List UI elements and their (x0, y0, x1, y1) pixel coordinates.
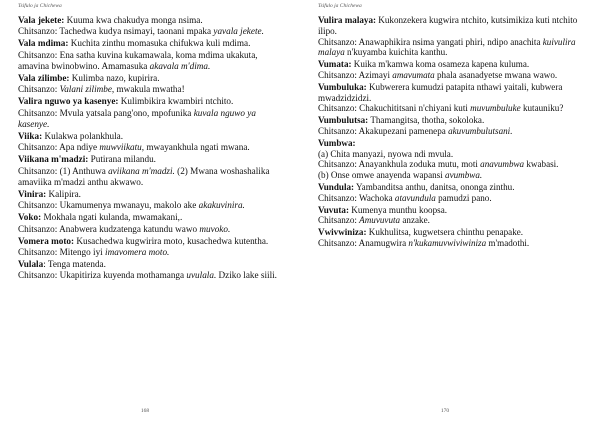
left-page (0, 0, 290, 424)
dictionary-entry: Vumbuluka: Kubwerera kumudzi patapita nthawi yaitali, kubwera mwadzidzidzi. Chitsanzo: Chakuchititsani n'chiyani kuti muvumbuluke kutauniku? (318, 81, 564, 114)
page-number-left: 168 (140, 408, 150, 414)
dictionary-entry: Vala zilimbe: Kulimba nazo, kupirira. Chitsanzo: Valani zilimbe, mwakula mwatha! (18, 73, 185, 95)
dictionary-entry: Valira nguwo ya kasenye: Kulimbikira kwambiri ntchito. Chitsanzo: Mvula yatsala pang'ono, mpofunika kuvala nguwo ya kasenye. (18, 96, 256, 129)
dictionary-entry: Vumata: Kuika m'kamwa koma osameza kapena kuluma. Chitsanzo: Azimayi amavumata phala asanadyetse mwana wawo. (318, 59, 558, 80)
dictionary-entry: Vala mdima: Kuchita zinthu momasuka chifukwa kuli mdima. Chitsanzo: Ena satha kuvina kukamawala, koma mdima ukakuta, amavina bwinobwino. Amamasuka akavala m'dima. (18, 38, 258, 71)
running-header-right: Tsifulo ja Chichewa (318, 3, 362, 9)
dictionary-entry: Vuvuta: Kumenya munthu koopsa. Chitsanzo: Amuvuvuta anzake. (318, 204, 447, 226)
left-entries (18, 15, 280, 283)
right-page (300, 0, 590, 424)
dictionary-entry: Vwivwiniza: Kukhulitsa, kugwetsera chinthu penapake. Chitsanzo: Anamugwira n'kukamuvwiviwiniza m'madothi. (318, 227, 530, 248)
dictionary-entry: Vulira malaya: Kukonzekera kugwira ntchito, kutsimikiza kuti ntchito ilipo. Chitsanzo: Anawaphikira nsima yangati phiri, ndipo anachita kuivulira malaya n'kuyamba kuichita kanthu. (318, 15, 578, 58)
right-entries (318, 15, 586, 250)
page-number-right: 170 (440, 408, 450, 414)
dictionary-entry: Vulala: Tenga matenda. Chitsanzo: Ukapitiriza kuyenda mothamanga uvulala. Dziko lake siili. (18, 259, 277, 281)
dictionary-entry: Vala jekete: Kuuma kwa chakudya monga nsima. Chitsanzo: Tachedwa kudya nsimayi, taonani mpaka yavala jekete. (18, 15, 264, 37)
dictionary-entry: Vinira: Kalipira. Chitsanzo: Ukamumenya mwanayu, makolo ake akakuvinira. (18, 189, 245, 211)
dictionary-entry: Viikana m'madzi: Putirana milandu. Chitsanzo: (1) Anthuwa aviikana m'madzi. (2) Mwana woshashalika amaviika m'madzi anthu akwawo. (18, 154, 270, 187)
running-header-left: Tsifulo ja Chichewa (18, 3, 62, 9)
dictionary-entry: Voko: Mokhala ngati kulanda, mwamakani,. Chitsanzo: Anabwera kudzatenga katundu wawo muvoko. (18, 212, 231, 234)
dictionary-entry: Vumbwa: (a) Chita manyazi, nyowa ndi mvula. Chitsanzo: Anayankhula zoduka mutu, moti anavumbwa kwabasi. (b) Onse omwe anayenda wapansi avumbwa. (318, 137, 559, 181)
dictionary-entry: Vundula: Yambanditsa anthu, danitsa, ononga zinthu. Chitsanzo: Wachoka atavundula pamudzi pano. (318, 181, 515, 203)
dictionary-entry: Vomera moto: Kusachedwa kugwirira moto, kusachedwa kutentha. Chitsanzo: Mitengo iyi imavomera moto. (18, 235, 269, 258)
dictionary-entry: Vumbulutsa: Thamangitsa, thotha, sokoloka. Chitsanzo: Akakupezani pamenepa akuvumbulutsani. (318, 115, 513, 136)
dictionary-entry: Viika: Kulakwa polankhula. Chitsanzo: Apa ndiye muwviikatu, mwayankhula ngati mwana. (18, 131, 250, 153)
